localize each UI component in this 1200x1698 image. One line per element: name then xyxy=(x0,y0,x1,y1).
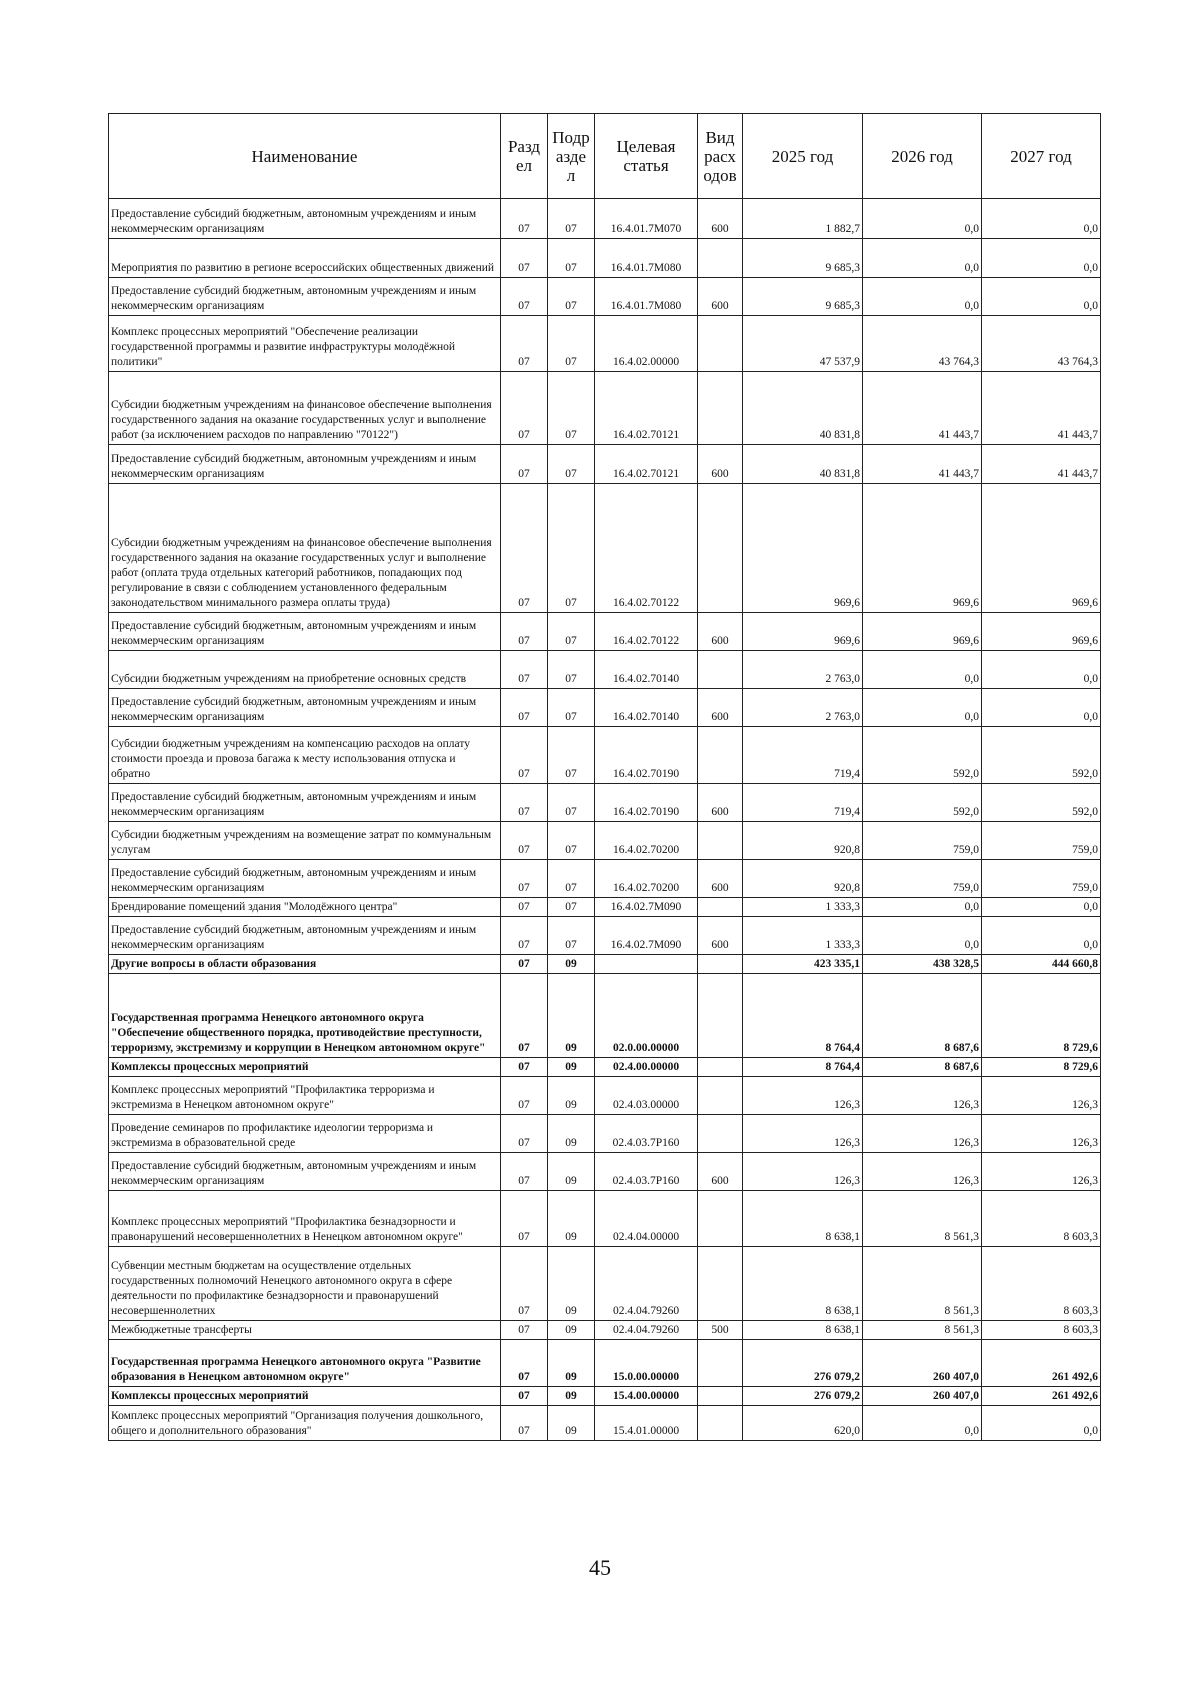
row-expense-type: 500 xyxy=(698,1321,743,1340)
row-section: 07 xyxy=(501,955,548,974)
row-value-2026: 0,0 xyxy=(863,898,982,917)
row-expense-type xyxy=(698,316,743,372)
row-subsection: 07 xyxy=(548,860,595,898)
row-value-2027: 0,0 xyxy=(982,278,1101,316)
row-name: Субсидии бюджетным учреждениям на финансовое обеспечение выполнения государственного задания на оказание государственных услуг и выполнение работ (оплата труда отдельных категорий работников, попадающих под регулирование в связи с соблюдением установленного федеральным законодательством минимального размера оплаты труда) xyxy=(109,484,501,613)
row-expense-type xyxy=(698,484,743,613)
row-value-2027: 969,6 xyxy=(982,613,1101,651)
row-value-2026: 592,0 xyxy=(863,784,982,822)
row-section: 07 xyxy=(501,822,548,860)
row-value-2027: 261 492,6 xyxy=(982,1340,1101,1387)
row-article: 15.4.00.00000 xyxy=(595,1387,698,1406)
row-value-2027: 8 729,6 xyxy=(982,1058,1101,1077)
row-subsection: 07 xyxy=(548,822,595,860)
row-subsection: 09 xyxy=(548,974,595,1058)
row-value-2025: 719,4 xyxy=(743,784,863,822)
row-subsection: 07 xyxy=(548,484,595,613)
row-value-2026: 0,0 xyxy=(863,239,982,278)
row-section: 07 xyxy=(501,1387,548,1406)
row-value-2026: 0,0 xyxy=(863,689,982,727)
row-name: Комплекс процессных мероприятий "Организация получения дошкольного, общего и дополнительного образования" xyxy=(109,1406,501,1441)
row-section: 07 xyxy=(501,199,548,239)
row-expense-type xyxy=(698,974,743,1058)
row-value-2027: 41 443,7 xyxy=(982,445,1101,484)
row-name: Мероприятия по развитию в регионе всероссийских общественных движений xyxy=(109,239,501,278)
table-row xyxy=(109,1321,1101,1340)
table-header-row xyxy=(109,114,1101,199)
row-name: Субсидии бюджетным учреждениям на финансовое обеспечение выполнения государственного задания на оказание государственных услуг и выполнение работ (за исключением расходов по направлению "70122") xyxy=(109,372,501,445)
row-article: 16.4.01.7М080 xyxy=(595,239,698,278)
table-row xyxy=(109,1058,1101,1077)
row-value-2027: 592,0 xyxy=(982,784,1101,822)
row-name: Предоставление субсидий бюджетным, автономным учреждениям и иным некоммерческим организациям xyxy=(109,278,501,316)
row-name: Комплекс процессных мероприятий "Профилактика безнадзорности и правонарушений несовершеннолетних в Ненецком автономном округе" xyxy=(109,1191,501,1247)
row-subsection: 07 xyxy=(548,278,595,316)
row-expense-type xyxy=(698,727,743,784)
row-value-2025: 47 537,9 xyxy=(743,316,863,372)
row-name: Государственная программа Ненецкого автономного округа "Обеспечение общественного порядка, противодействие преступности, терроризму, экстремизму и коррупции в Ненецком автономном округе" xyxy=(109,974,501,1058)
row-article: 16.4.02.70122 xyxy=(595,613,698,651)
row-value-2026: 126,3 xyxy=(863,1115,982,1153)
table-row xyxy=(109,651,1101,689)
row-section: 07 xyxy=(501,278,548,316)
table-row xyxy=(109,1247,1101,1321)
table-row xyxy=(109,860,1101,898)
row-value-2025: 423 335,1 xyxy=(743,955,863,974)
row-value-2026: 260 407,0 xyxy=(863,1340,982,1387)
row-subsection: 09 xyxy=(548,1153,595,1191)
row-expense-type: 600 xyxy=(698,613,743,651)
row-value-2025: 276 079,2 xyxy=(743,1387,863,1406)
row-subsection: 07 xyxy=(548,727,595,784)
row-value-2027: 592,0 xyxy=(982,727,1101,784)
row-value-2027: 126,3 xyxy=(982,1153,1101,1191)
row-expense-type: 600 xyxy=(698,917,743,955)
row-value-2026: 41 443,7 xyxy=(863,372,982,445)
row-value-2025: 126,3 xyxy=(743,1153,863,1191)
row-article: 02.0.00.00000 xyxy=(595,974,698,1058)
row-expense-type xyxy=(698,1387,743,1406)
row-value-2025: 126,3 xyxy=(743,1115,863,1153)
row-value-2025: 8 764,4 xyxy=(743,974,863,1058)
row-value-2025: 8 764,4 xyxy=(743,1058,863,1077)
row-value-2025: 8 638,1 xyxy=(743,1321,863,1340)
row-value-2027: 0,0 xyxy=(982,898,1101,917)
row-expense-type xyxy=(698,822,743,860)
row-subsection: 07 xyxy=(548,784,595,822)
table-row xyxy=(109,372,1101,445)
row-article: 16.4.02.70200 xyxy=(595,822,698,860)
row-name: Комплексы процессных мероприятий xyxy=(109,1058,501,1077)
row-value-2027: 759,0 xyxy=(982,822,1101,860)
table-row xyxy=(109,1153,1101,1191)
row-name: Комплекс процессных мероприятий "Обеспечение реализации государственной программы и развитие инфраструктуры молодёжной политики" xyxy=(109,316,501,372)
row-subsection: 07 xyxy=(548,898,595,917)
table-row xyxy=(109,898,1101,917)
row-name: Брендирование помещений здания "Молодёжного центра" xyxy=(109,898,501,917)
row-subsection: 07 xyxy=(548,917,595,955)
row-article: 16.4.02.7М090 xyxy=(595,898,698,917)
row-article: 15.0.00.00000 xyxy=(595,1340,698,1387)
row-expense-type: 600 xyxy=(698,1153,743,1191)
row-article: 16.4.02.70121 xyxy=(595,445,698,484)
row-subsection: 09 xyxy=(548,1191,595,1247)
table-row xyxy=(109,1387,1101,1406)
row-article: 16.4.02.00000 xyxy=(595,316,698,372)
row-value-2026: 126,3 xyxy=(863,1077,982,1115)
row-section: 07 xyxy=(501,239,548,278)
row-subsection: 09 xyxy=(548,1247,595,1321)
row-expense-type: 600 xyxy=(698,860,743,898)
row-expense-type xyxy=(698,239,743,278)
header-subsection: Подр азде л xyxy=(548,114,595,199)
table-row xyxy=(109,613,1101,651)
row-subsection: 07 xyxy=(548,316,595,372)
row-value-2026: 0,0 xyxy=(863,651,982,689)
row-expense-type xyxy=(698,898,743,917)
row-value-2026: 0,0 xyxy=(863,1406,982,1441)
row-value-2025: 126,3 xyxy=(743,1077,863,1115)
row-article: 02.4.03.7Р160 xyxy=(595,1115,698,1153)
row-article: 02.4.00.00000 xyxy=(595,1058,698,1077)
table-row xyxy=(109,1115,1101,1153)
row-article: 16.4.02.70200 xyxy=(595,860,698,898)
row-value-2025: 620,0 xyxy=(743,1406,863,1441)
row-value-2026: 8 561,3 xyxy=(863,1191,982,1247)
row-expense-type: 600 xyxy=(698,689,743,727)
row-section: 07 xyxy=(501,445,548,484)
row-expense-type xyxy=(698,1191,743,1247)
header-2027: 2027 год xyxy=(982,114,1101,199)
row-value-2025: 1 333,3 xyxy=(743,898,863,917)
table-row xyxy=(109,1077,1101,1115)
row-section: 07 xyxy=(501,1115,548,1153)
row-subsection: 07 xyxy=(548,613,595,651)
table-row xyxy=(109,199,1101,239)
row-section: 07 xyxy=(501,372,548,445)
row-section: 07 xyxy=(501,316,548,372)
row-section: 07 xyxy=(501,1247,548,1321)
row-value-2025: 1 333,3 xyxy=(743,917,863,955)
row-expense-type xyxy=(698,1115,743,1153)
table-row xyxy=(109,316,1101,372)
header-expense-type: Вид расх одов xyxy=(698,114,743,199)
row-subsection: 07 xyxy=(548,199,595,239)
row-value-2025: 276 079,2 xyxy=(743,1340,863,1387)
row-section: 07 xyxy=(501,613,548,651)
header-name: Наименование xyxy=(109,114,501,199)
row-value-2026: 43 764,3 xyxy=(863,316,982,372)
row-subsection: 07 xyxy=(548,689,595,727)
row-value-2025: 920,8 xyxy=(743,822,863,860)
row-value-2026: 8 561,3 xyxy=(863,1247,982,1321)
row-value-2027: 8 729,6 xyxy=(982,974,1101,1058)
row-expense-type xyxy=(698,1340,743,1387)
row-expense-type xyxy=(698,1077,743,1115)
row-section: 07 xyxy=(501,727,548,784)
row-value-2027: 0,0 xyxy=(982,239,1101,278)
row-name: Комплекс процессных мероприятий "Профилактика терроризма и экстремизма в Ненецком автономном округе" xyxy=(109,1077,501,1115)
row-value-2025: 920,8 xyxy=(743,860,863,898)
table-row xyxy=(109,484,1101,613)
row-value-2025: 8 638,1 xyxy=(743,1191,863,1247)
header-2026: 2026 год xyxy=(863,114,982,199)
row-expense-type: 600 xyxy=(698,784,743,822)
row-section: 07 xyxy=(501,860,548,898)
row-value-2027: 969,6 xyxy=(982,484,1101,613)
row-subsection: 09 xyxy=(548,955,595,974)
row-name: Другие вопросы в области образования xyxy=(109,955,501,974)
row-value-2027: 0,0 xyxy=(982,651,1101,689)
row-section: 07 xyxy=(501,917,548,955)
row-subsection: 09 xyxy=(548,1387,595,1406)
row-expense-type xyxy=(698,372,743,445)
row-value-2025: 40 831,8 xyxy=(743,445,863,484)
row-subsection: 09 xyxy=(548,1321,595,1340)
row-value-2027: 8 603,3 xyxy=(982,1321,1101,1340)
row-value-2025: 969,6 xyxy=(743,484,863,613)
row-section: 07 xyxy=(501,898,548,917)
row-value-2026: 969,6 xyxy=(863,484,982,613)
row-subsection: 07 xyxy=(548,239,595,278)
row-section: 07 xyxy=(501,1058,548,1077)
budget-table xyxy=(108,113,1101,1441)
row-value-2027: 8 603,3 xyxy=(982,1191,1101,1247)
row-value-2027: 444 660,8 xyxy=(982,955,1101,974)
row-value-2027: 0,0 xyxy=(982,917,1101,955)
row-expense-type xyxy=(698,1058,743,1077)
row-expense-type xyxy=(698,1406,743,1441)
row-expense-type: 600 xyxy=(698,278,743,316)
row-name: Предоставление субсидий бюджетным, автономным учреждениям и иным некоммерческим организациям xyxy=(109,1153,501,1191)
table-row xyxy=(109,1340,1101,1387)
row-section: 07 xyxy=(501,1340,548,1387)
row-name: Субсидии бюджетным учреждениям на возмещение затрат по коммунальным услугам xyxy=(109,822,501,860)
row-value-2027: 759,0 xyxy=(982,860,1101,898)
row-section: 07 xyxy=(501,1406,548,1441)
table-row xyxy=(109,974,1101,1058)
table-row xyxy=(109,689,1101,727)
table-row xyxy=(109,727,1101,784)
row-value-2025: 9 685,3 xyxy=(743,278,863,316)
row-value-2027: 41 443,7 xyxy=(982,372,1101,445)
row-article xyxy=(595,955,698,974)
row-article: 02.4.03.00000 xyxy=(595,1077,698,1115)
row-value-2025: 40 831,8 xyxy=(743,372,863,445)
row-name: Субсидии бюджетным учреждениям на приобретение основных средств xyxy=(109,651,501,689)
row-expense-type xyxy=(698,651,743,689)
row-value-2026: 969,6 xyxy=(863,613,982,651)
row-name: Проведение семинаров по профилактике идеологии терроризма и экстремизма в образовательной среде xyxy=(109,1115,501,1153)
row-name: Предоставление субсидий бюджетным, автономным учреждениям и иным некоммерческим организациям xyxy=(109,917,501,955)
row-value-2027: 126,3 xyxy=(982,1115,1101,1153)
row-value-2027: 8 603,3 xyxy=(982,1247,1101,1321)
row-value-2025: 969,6 xyxy=(743,613,863,651)
page-number: 45 xyxy=(589,1555,611,1580)
header-article: Целевая статья xyxy=(595,114,698,199)
row-value-2027: 261 492,6 xyxy=(982,1387,1101,1406)
table-row xyxy=(109,445,1101,484)
row-article: 02.4.04.79260 xyxy=(595,1247,698,1321)
row-value-2027: 126,3 xyxy=(982,1077,1101,1115)
row-section: 07 xyxy=(501,784,548,822)
row-article: 16.4.01.7М080 xyxy=(595,278,698,316)
row-article: 16.4.02.70121 xyxy=(595,372,698,445)
row-subsection: 09 xyxy=(548,1340,595,1387)
row-value-2026: 8 687,6 xyxy=(863,974,982,1058)
row-value-2026: 8 687,6 xyxy=(863,1058,982,1077)
row-value-2025: 8 638,1 xyxy=(743,1247,863,1321)
table-row xyxy=(109,1406,1101,1441)
row-name: Субсидии бюджетным учреждениям на компенсацию расходов на оплату стоимости проезда и провоза багажа к месту использования отпуска и обратно xyxy=(109,727,501,784)
row-value-2026: 759,0 xyxy=(863,860,982,898)
row-name: Межбюджетные трансферты xyxy=(109,1321,501,1340)
row-article: 16.4.02.70140 xyxy=(595,651,698,689)
row-expense-type: 600 xyxy=(698,445,743,484)
row-name: Предоставление субсидий бюджетным, автономным учреждениям и иным некоммерческим организациям xyxy=(109,860,501,898)
row-article: 16.4.02.70140 xyxy=(595,689,698,727)
row-value-2026: 759,0 xyxy=(863,822,982,860)
row-value-2026: 41 443,7 xyxy=(863,445,982,484)
row-subsection: 09 xyxy=(548,1406,595,1441)
row-section: 07 xyxy=(501,1077,548,1115)
row-value-2026: 592,0 xyxy=(863,727,982,784)
row-section: 07 xyxy=(501,484,548,613)
table-row xyxy=(109,239,1101,278)
row-name: Предоставление субсидий бюджетным, автономным учреждениям и иным некоммерческим организациям xyxy=(109,613,501,651)
row-value-2027: 0,0 xyxy=(982,689,1101,727)
row-subsection: 07 xyxy=(548,372,595,445)
row-article: 16.4.01.7М070 xyxy=(595,199,698,239)
row-value-2025: 9 685,3 xyxy=(743,239,863,278)
row-article: 16.4.02.7М090 xyxy=(595,917,698,955)
header-section: Разд ел xyxy=(501,114,548,199)
row-name: Предоставление субсидий бюджетным, автономным учреждениям и иным некоммерческим организациям xyxy=(109,199,501,239)
row-article: 16.4.02.70190 xyxy=(595,727,698,784)
row-article: 15.4.01.00000 xyxy=(595,1406,698,1441)
header-2025: 2025 год xyxy=(743,114,863,199)
row-name: Предоставление субсидий бюджетным, автономным учреждениям и иным некоммерческим организациям xyxy=(109,689,501,727)
row-subsection: 07 xyxy=(548,445,595,484)
row-section: 07 xyxy=(501,1191,548,1247)
row-expense-type xyxy=(698,1247,743,1321)
row-subsection: 09 xyxy=(548,1058,595,1077)
row-article: 02.4.03.7Р160 xyxy=(595,1153,698,1191)
row-value-2026: 438 328,5 xyxy=(863,955,982,974)
row-article: 16.4.02.70122 xyxy=(595,484,698,613)
row-value-2026: 0,0 xyxy=(863,917,982,955)
table-row xyxy=(109,917,1101,955)
row-value-2026: 126,3 xyxy=(863,1153,982,1191)
row-section: 07 xyxy=(501,1321,548,1340)
row-name: Государственная программа Ненецкого автономного округа "Развитие образования в Ненецком автономном округе" xyxy=(109,1340,501,1387)
row-value-2025: 1 882,7 xyxy=(743,199,863,239)
row-value-2025: 2 763,0 xyxy=(743,689,863,727)
table-row xyxy=(109,1191,1101,1247)
row-subsection: 07 xyxy=(548,651,595,689)
table-row xyxy=(109,822,1101,860)
row-value-2026: 0,0 xyxy=(863,199,982,239)
row-article: 02.4.04.00000 xyxy=(595,1191,698,1247)
row-value-2027: 43 764,3 xyxy=(982,316,1101,372)
table-row xyxy=(109,278,1101,316)
row-subsection: 09 xyxy=(548,1077,595,1115)
row-name: Комплексы процессных мероприятий xyxy=(109,1387,501,1406)
table-row xyxy=(109,784,1101,822)
row-expense-type: 600 xyxy=(698,199,743,239)
row-article: 16.4.02.70190 xyxy=(595,784,698,822)
row-section: 07 xyxy=(501,689,548,727)
row-name: Предоставление субсидий бюджетным, автономным учреждениям и иным некоммерческим организациям xyxy=(109,784,501,822)
row-subsection: 09 xyxy=(548,1115,595,1153)
row-section: 07 xyxy=(501,1153,548,1191)
row-article: 02.4.04.79260 xyxy=(595,1321,698,1340)
row-section: 07 xyxy=(501,974,548,1058)
row-value-2026: 8 561,3 xyxy=(863,1321,982,1340)
table-body xyxy=(109,199,1101,1441)
row-value-2027: 0,0 xyxy=(982,199,1101,239)
row-value-2025: 2 763,0 xyxy=(743,651,863,689)
row-section: 07 xyxy=(501,651,548,689)
table-row xyxy=(109,955,1101,974)
row-expense-type xyxy=(698,955,743,974)
row-name: Субвенции местным бюджетам на осуществление отдельных государственных полномочий Ненецкого автономного округа в сфере деятельности по профилактике безнадзорности и правонарушений несовершеннолетних xyxy=(109,1247,501,1321)
row-name: Предоставление субсидий бюджетным, автономным учреждениям и иным некоммерческим организациям xyxy=(109,445,501,484)
row-value-2027: 0,0 xyxy=(982,1406,1101,1441)
row-value-2026: 260 407,0 xyxy=(863,1387,982,1406)
row-value-2026: 0,0 xyxy=(863,278,982,316)
row-value-2025: 719,4 xyxy=(743,727,863,784)
